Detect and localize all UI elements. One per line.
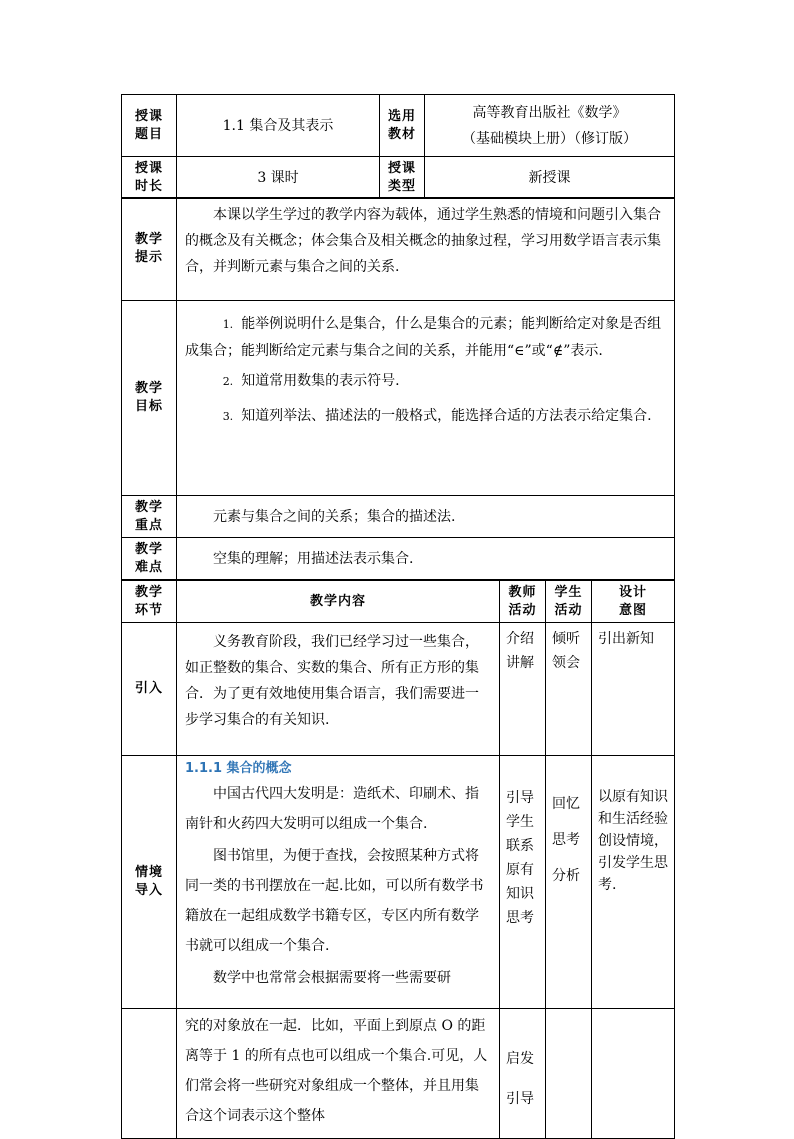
continuation-content: 究的对象放在一起．比如，平面上到原点 O 的距离等于 1 的所有点也可以组成一个集合.可见，人们常会将一些研究对象组成一个整体，并且用集合这个词表示这个整体 bbox=[177, 1009, 500, 1139]
key-text: 元素与集合之间的关系；集合的描述法. bbox=[177, 496, 675, 538]
hint-label: 教学 提示 bbox=[122, 198, 177, 301]
intro-student: 倾听 领会 bbox=[546, 623, 592, 756]
teacher-header: 教师 活动 bbox=[500, 581, 546, 623]
topic-value: 1.1 集合及其表示 bbox=[177, 95, 380, 157]
goal-item: 1. 能举例说明什么是集合，什么是集合的元素；能判断给定对象是否组成集合；能判断给定元素与集合之间的关系，并能用“∈”或“∉”表示. bbox=[185, 316, 662, 359]
continuation-student bbox=[546, 1009, 592, 1139]
intro-teacher: 介绍 讲解 bbox=[500, 623, 546, 756]
difficult-text: 空集的理解；用描述法表示集合. bbox=[177, 538, 675, 580]
goals-list bbox=[177, 301, 675, 496]
objectives-table bbox=[121, 197, 675, 580]
section-title: 1.1.1 集合的概念 bbox=[185, 761, 292, 776]
header-table bbox=[121, 94, 675, 199]
type-value: 新授课 bbox=[425, 157, 675, 199]
type-label: 授课 类型 bbox=[380, 157, 425, 199]
scenario-content: 1.1.1 集合的概念 中国古代四大发明是：造纸术、印刷术、指南针和火药四大发明可以组成一个集合. 图书馆里，为便于查找，会按照某种方式将同一类的书刊摆放在一起.比如，可以所有数学书籍放在一起组成数学书籍专区，专区内所有数学书就可以组成一个集合. 数学中也常常会根据需要将一些需要研 bbox=[177, 756, 500, 1009]
textbook-value: 高等教育出版社《数学》 （基础模块上册）（修订版） bbox=[425, 95, 675, 157]
goal-item: 3. 知道列举法、描述法的一般格式，能选择合适的方法表示给定集合. bbox=[222, 408, 652, 424]
continuation-design bbox=[592, 1009, 675, 1139]
intro-text: 义务教育阶段，我们已经学习过一些集合，如正整数的集合、实数的集合、所有正方形的集合．为了更有效地使用集合语言，我们需要进一步学习集合的有关知识. bbox=[177, 623, 500, 756]
continuation-teacher: 启发 引导 bbox=[500, 1009, 546, 1139]
key-label: 教学 重点 bbox=[122, 496, 177, 538]
difficult-label: 教学 难点 bbox=[122, 538, 177, 580]
scenario-teacher: 引导 学生 联系 原有 知识 思考 bbox=[500, 756, 546, 1009]
stage-header: 教学 环节 bbox=[122, 581, 177, 623]
content-header: 教学内容 bbox=[177, 581, 500, 623]
design-header: 设计 意图 bbox=[592, 581, 675, 623]
duration-value: 3 课时 bbox=[177, 157, 380, 199]
steps-table bbox=[121, 580, 675, 1139]
topic-label: 授课 题目 bbox=[122, 95, 177, 157]
hint-text: 本课以学生学过的教学内容为载体，通过学生熟悉的情境和问题引入集合的概念及有关概念；体会集合及相关概念的抽象过程，学习用数学语言表示集合，并判断元素与集合之间的关系. bbox=[177, 198, 675, 301]
goals-label: 教学 目标 bbox=[122, 301, 177, 496]
intro-design: 引出新知 bbox=[592, 623, 675, 756]
scenario-stage: 情境 导入 bbox=[122, 756, 177, 1009]
student-header: 学生 活动 bbox=[546, 581, 592, 623]
goal-item: 2. 知道常用数集的表示符号. bbox=[222, 373, 400, 389]
intro-stage: 引入 bbox=[122, 623, 177, 756]
duration-label: 授课 时长 bbox=[122, 157, 177, 199]
continuation-stage bbox=[122, 1009, 177, 1139]
scenario-design: 以原有知识和生活经验创设情境，引发学生思考. bbox=[592, 756, 675, 1009]
scenario-student: 回忆 思考 分析 bbox=[546, 756, 592, 1009]
textbook-label: 选用 教材 bbox=[380, 95, 425, 157]
